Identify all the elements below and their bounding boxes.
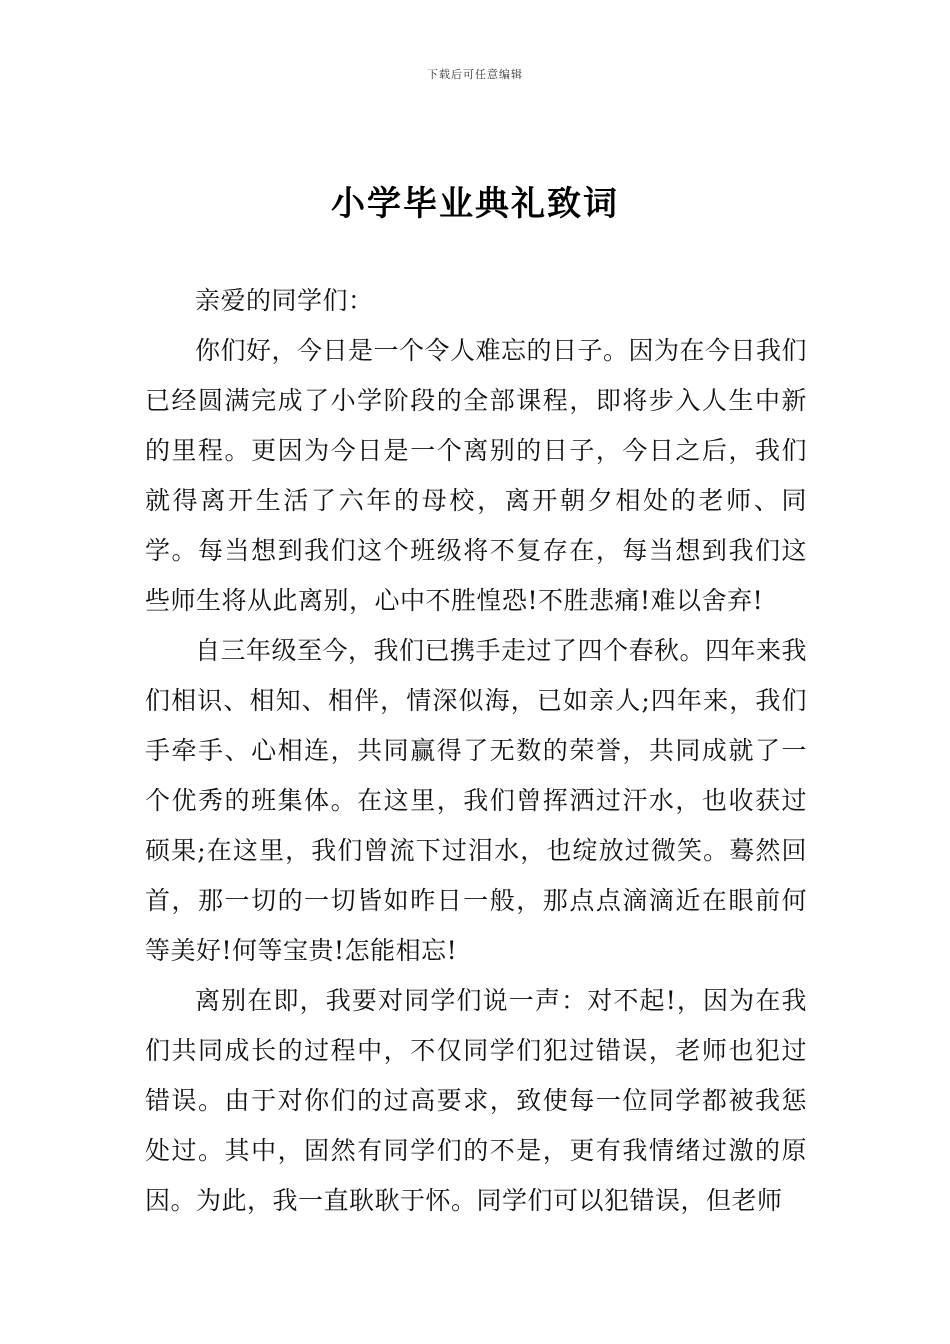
- header-note: 下载后可任意编辑: [427, 68, 523, 81]
- document-title: 小学毕业典礼致词: [331, 184, 619, 224]
- paragraph-2: 自三年级至今，我们已携手走过了四个春秋。四年来我们相识、相知、相伴，情深似海，已如亲人;四年来，我们手牵手、心相连，共同赢得了无数的荣誉，共同成就了一个优秀的班集体。在这里，我们曾挥洒过汗水，也收获过硕果;在这里，我们曾流下过泪水，也绽放过微笑。蓦然回首，那一切的一切皆如昨日一般，那点点滴滴近在眼前何等美好!何等宝贵!怎能相忘!: [145, 636, 808, 965]
- document-body: [145, 276, 807, 1226]
- paragraph-3: 离别在即，我要对同学们说一声：对不起!，因为在我们共同成长的过程中，不仅同学们犯过错误，老师也犯过错误。由于对你们的过高要求，致使每一位同学都被我惩处过。其中，固然有同学们的不是，更有我情绪过激的原因。为此，我一直耿耿于怀。同学们可以犯错误，但老师: [145, 986, 807, 1215]
- paragraph-1: 你们好，今日是一个令人难忘的日子。因为在今日我们已经圆满完成了小学阶段的全部课程，即将步入人生中新的里程。更因为今日是一个离别的日子，今日之后，我们就得离开生活了六年的母校，离开朝夕相处的老师、同学。每当想到我们这个班级将不复存在，每当想到我们这些师生将从此离别，心中不胜惶恐!不胜悲痛!难以舍弃!: [145, 336, 808, 615]
- salutation: 亲爱的同学们：: [195, 286, 374, 315]
